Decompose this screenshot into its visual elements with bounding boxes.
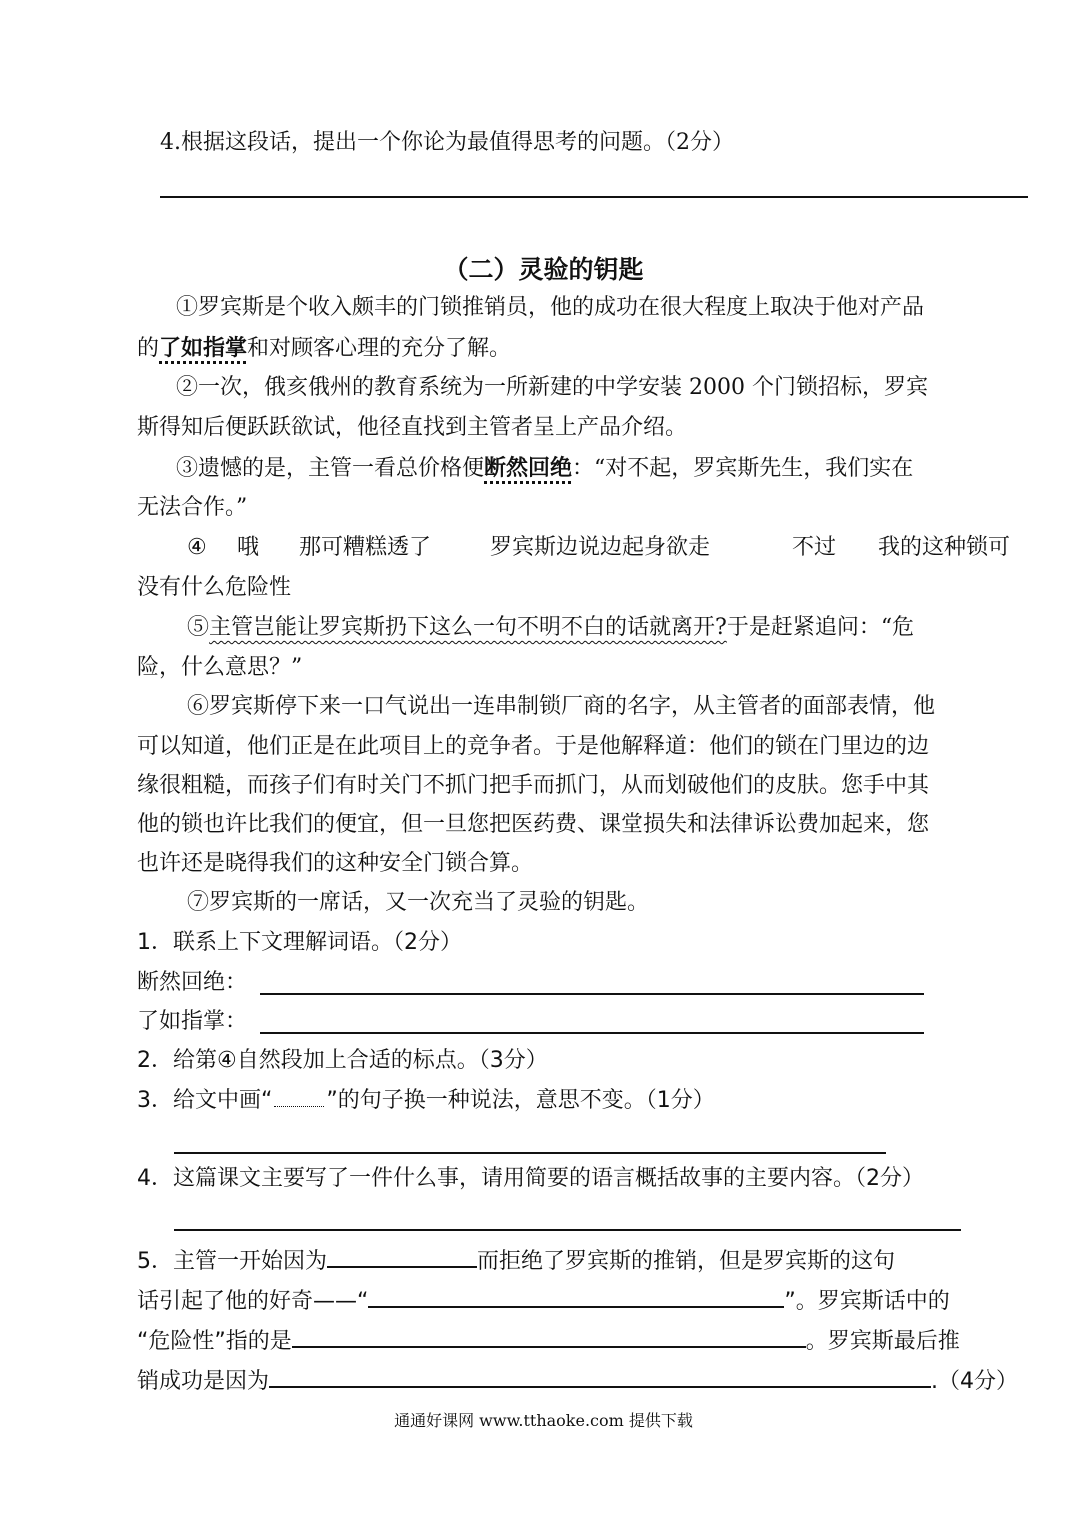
paragraph-4-segment-2: 哦 — [237, 535, 260, 560]
paragraph-6-line-4: 他的锁也许比我们的便宜，但一旦您把医药费、课堂损失和法律诉讼费加起来，您 — [137, 812, 930, 837]
p3-pre: ③遗憾的是，主管一看总价格便 — [176, 456, 485, 481]
q5d-post: .（4分） — [931, 1369, 1019, 1394]
question-1: 1．联系上下文理解词语。（2分） — [137, 930, 462, 955]
p5-post: 于是赶紧追问：“危 — [726, 615, 915, 640]
footer-source: 通通好课网 www.tthaoke.com 提供下载 — [394, 1411, 693, 1430]
question-5-line-4 — [137, 1364, 1018, 1397]
paragraph-6-line-5: 也许还是晓得我们的这种安全门锁合算。 — [137, 851, 534, 876]
paragraph-4-line-2: 没有什么危险性 — [137, 575, 292, 600]
idiom-duanranhuijue: 断然回绝 — [484, 455, 573, 481]
question-4: 4．这篇课文主要写了一件什么事，请用简要的语言概括故事的主要内容。（2分） — [137, 1166, 924, 1191]
wavy-sample-mark — [274, 1088, 324, 1107]
paragraph-5-line-1 — [187, 613, 914, 643]
wavy-underlined-sentence: 主管岂能让罗宾斯扔下这么一句不明不白的话就离开? — [209, 615, 727, 640]
q5c-post: 。罗宾斯最后推 — [805, 1329, 960, 1354]
question-1b-label: 了如指掌： — [137, 1009, 248, 1034]
paragraph-3-line-1 — [176, 453, 913, 484]
q3-post: ”的句子换一种说法，意思不变。（1分） — [326, 1088, 715, 1113]
q5a-post: 而拒绝了罗宾斯的推销，但是罗宾斯的这句 — [477, 1249, 896, 1274]
q5b-pre: 话引起了他的好奇——“ — [137, 1289, 369, 1314]
paragraph-7: ⑦罗宾斯的一席话，又一次充当了灵验的钥匙。 — [187, 890, 650, 915]
question-3 — [137, 1086, 715, 1116]
paragraph-6-line-1: ⑥罗宾斯停下来一口气说出一连串制锁厂商的名字，从主管者的面部表情，他 — [187, 694, 936, 719]
paragraph-4-segment-5: 不过 — [792, 535, 837, 560]
p1-post: 和对顾客心理的充分了解。 — [247, 336, 512, 361]
paragraph-4-segment-1: ④ — [187, 535, 207, 560]
top-question-4: 4.根据这段话，提出一个你论为最值得思考的问题。（2分） — [160, 130, 734, 155]
question-5-line-2 — [137, 1284, 950, 1317]
paragraph-2-line-2: 斯得知后便跃跃欲试，他径直找到主管者呈上产品介绍。 — [137, 415, 688, 440]
paragraph-4-segment-6: 我的这种锁可 — [878, 535, 1011, 560]
q5b-post: ”。罗宾斯话中的 — [784, 1289, 950, 1314]
question-5-line-1 — [137, 1244, 895, 1277]
paragraph-1-line-2 — [137, 333, 511, 364]
paragraph-5-line-2: 险，什么意思？” — [137, 655, 303, 680]
p3-post: ：“对不起，罗宾斯先生，我们实在 — [572, 456, 914, 481]
p1-pre: 的 — [137, 336, 160, 361]
answer-blank-q5-1[interactable] — [327, 1244, 477, 1268]
idiom-liaoruzhizhang: 了如指掌 — [159, 335, 248, 361]
q3-pre: 3．给文中画“ — [137, 1088, 273, 1113]
paragraph-6-line-2: 可以知道，他们正是在此项目上的竞争者。于是他解释道：他们的锁在门里边的边 — [137, 734, 930, 759]
q5d-pre: 销成功是因为 — [137, 1369, 270, 1394]
answer-line-q1a[interactable] — [260, 993, 924, 995]
answer-line-top-q4 — [160, 196, 1028, 198]
p5-pre: ⑤ — [187, 615, 210, 640]
paragraph-4-segment-4: 罗宾斯边说边起身欲走 — [490, 535, 711, 560]
answer-blank-q5-2[interactable] — [368, 1284, 784, 1308]
paragraph-6-line-3: 缘很粗糙，而孩子们有时关门不抓门把手而抓门，从而划破他们的皮肤。您手中其 — [137, 773, 930, 798]
paragraph-1-line-1: ①罗宾斯是个收入颇丰的门锁推销员，他的成功在很大程度上取决于他对产品 — [176, 295, 925, 320]
answer-line-q4[interactable] — [174, 1229, 961, 1231]
answer-line-q3[interactable] — [174, 1152, 886, 1154]
answer-line-q1b[interactable] — [260, 1032, 924, 1034]
paragraph-4-segment-3: 那可糟糕透了 — [299, 535, 432, 560]
question-5-line-3 — [137, 1324, 960, 1357]
section-title: （二）灵验的钥匙 — [443, 255, 644, 284]
question-2: 2．给第④自然段加上合适的标点。（3分） — [137, 1048, 548, 1073]
answer-blank-q5-4[interactable] — [269, 1364, 931, 1388]
answer-blank-q5-3[interactable] — [292, 1324, 806, 1348]
question-1a-label: 断然回绝： — [137, 970, 248, 995]
paragraph-3-line-2: 无法合作。” — [137, 495, 248, 520]
paragraph-2-line-1: ②一次，俄亥俄州的教育系统为一所新建的中学安装 2000 个门锁招标，罗宾 — [176, 375, 928, 400]
q5c-pre: “危险性”指的是 — [137, 1329, 292, 1354]
q5a-pre: 5．主管一开始因为 — [137, 1249, 327, 1274]
